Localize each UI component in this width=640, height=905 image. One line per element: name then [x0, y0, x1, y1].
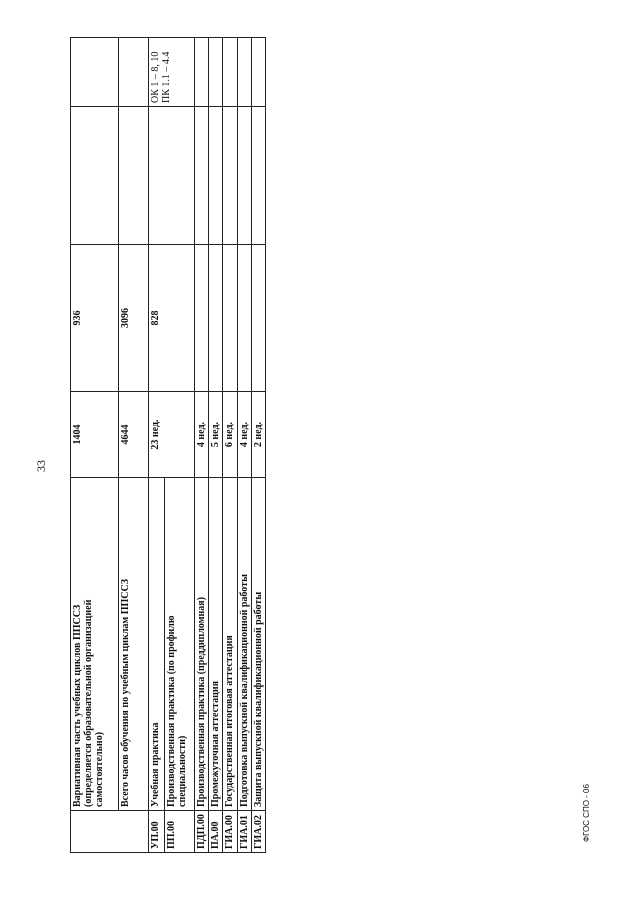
row-mandatory-hours: 3096 — [119, 245, 149, 392]
row-competencies — [209, 38, 223, 107]
table-row — [251, 38, 265, 853]
table-row — [223, 38, 237, 853]
table-row — [119, 38, 149, 853]
row-discipline — [71, 107, 119, 245]
row-mandatory-hours: 828 — [149, 245, 195, 392]
row-competencies — [195, 38, 209, 107]
row-total-hours: 23 нед. — [149, 392, 195, 478]
row-name — [165, 478, 195, 811]
row-name — [149, 478, 165, 811]
row-mandatory-hours — [209, 245, 223, 392]
row-name-line: Производственная практика (по профилю — [166, 615, 177, 807]
row-discipline — [223, 107, 237, 245]
row-discipline — [209, 107, 223, 245]
row-total-hours: 2 нед. — [251, 392, 265, 478]
row-total-hours: 5 нед. — [209, 392, 223, 478]
row-name: Государственная итоговая аттестация — [223, 478, 237, 811]
row-name-line: Вариативная часть учебных циклов ППССЗ — [72, 604, 83, 807]
row-code: УП.00 — [149, 811, 165, 853]
row-total-hours: 6 нед. — [223, 392, 237, 478]
table-row — [195, 38, 209, 853]
curriculum-table-wrapper — [70, 38, 264, 853]
row-total-hours: 4644 — [119, 392, 149, 478]
competency-item: ПК 1.1 – 4.4 — [161, 51, 173, 103]
row-competencies — [237, 38, 251, 107]
row-code: ПА.00 — [209, 811, 223, 853]
row-mandatory-hours: 936 — [71, 245, 119, 392]
row-total-hours: 1404 — [71, 392, 119, 478]
row-name: Производственная практика (преддипломная) — [195, 478, 209, 811]
row-name-subtext: (определяется образовательной организацией — [83, 599, 95, 807]
page-number: 33 — [34, 460, 48, 472]
curriculum-table — [70, 37, 266, 853]
row-competencies — [251, 38, 265, 107]
row-discipline — [251, 107, 265, 245]
row-name: Подготовка выпускной квалификационной работы — [237, 478, 251, 811]
row-code: ГИА.02 — [251, 811, 265, 853]
document-footer: ФГОС СПО - 06 — [582, 784, 591, 842]
row-name — [71, 478, 119, 811]
row-competencies — [149, 38, 195, 107]
row-name — [119, 478, 149, 811]
row-name: Промежуточная аттестация — [209, 478, 223, 811]
row-discipline — [119, 107, 149, 245]
row-competencies — [223, 38, 237, 107]
row-name-line: Учебная практика — [150, 722, 161, 807]
row-mandatory-hours — [195, 245, 209, 392]
row-competencies — [119, 38, 149, 107]
row-code: ПП.00 — [165, 811, 195, 853]
row-discipline — [195, 107, 209, 245]
row-code: ГИА.01 — [237, 811, 251, 853]
row-name-line: специальности) — [177, 735, 189, 807]
competency-item: ОК 1 – 8, 10 — [150, 51, 161, 103]
row-name: Защита выпускной квалификационной работы — [251, 478, 265, 811]
table-row — [237, 38, 251, 853]
row-name-subtext: самостоятельно) — [94, 731, 106, 807]
row-code: ГИА.00 — [223, 811, 237, 853]
table-row — [71, 38, 119, 853]
row-code: ПДП.00 — [195, 811, 209, 853]
table-row — [149, 38, 165, 853]
row-mandatory-hours — [251, 245, 265, 392]
row-mandatory-hours — [223, 245, 237, 392]
row-mandatory-hours — [237, 245, 251, 392]
table-row — [209, 38, 223, 853]
row-name-line: Всего часов обучения по учебным циклам ППССЗ — [120, 578, 131, 807]
row-code — [71, 811, 149, 853]
row-discipline — [237, 107, 251, 245]
row-competencies — [71, 38, 119, 107]
row-total-hours: 4 нед. — [237, 392, 251, 478]
row-total-hours: 4 нед. — [195, 392, 209, 478]
row-discipline — [149, 107, 195, 245]
